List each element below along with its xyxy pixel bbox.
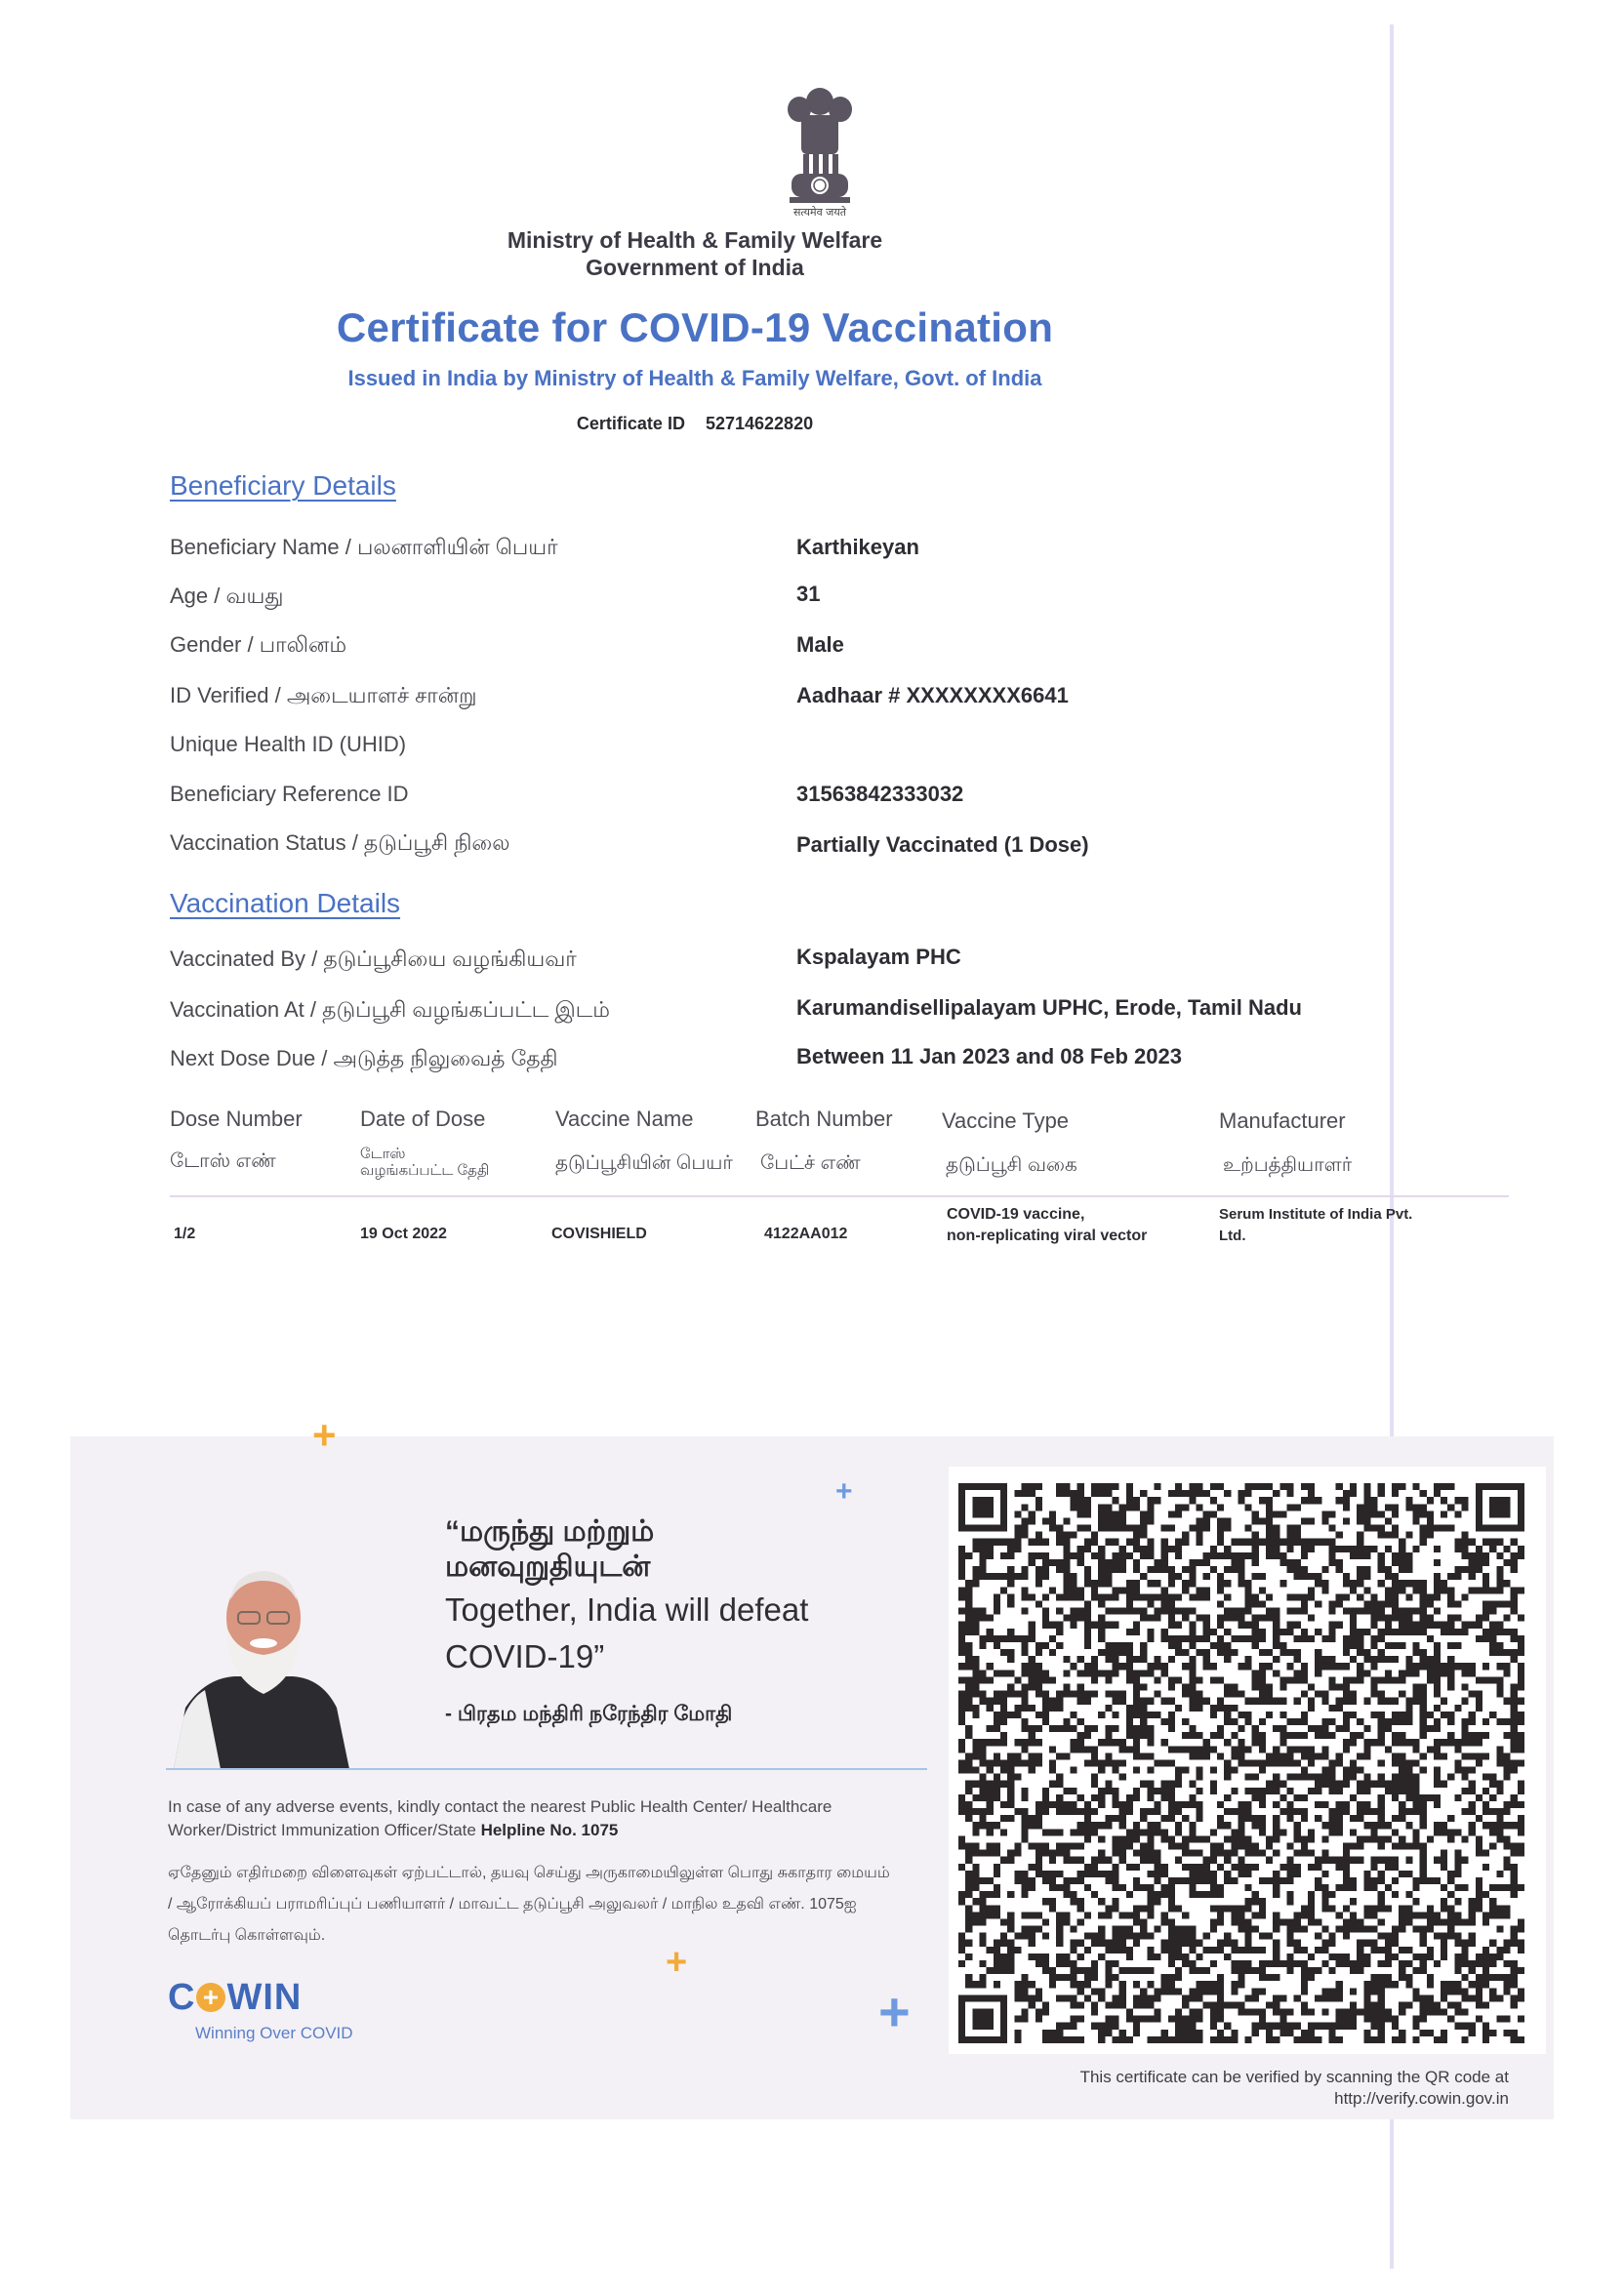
vaccination-status-label: Vaccination Status / தடுப்பூசி நிலை [170, 830, 510, 855]
ministry-name [0, 226, 1390, 281]
orange-plus-icon: + [666, 1942, 688, 1983]
col-manufacturer-ta: உற்பத்தியாளர் [1223, 1154, 1353, 1176]
orange-plus-icon: + [312, 1412, 337, 1458]
quote-tamil-line-2: மனவுறுதியுடன் [445, 1551, 651, 1583]
table-divider [170, 1195, 1509, 1197]
quote-tamil-line-1: “மருந்து மற்றும் [445, 1515, 655, 1548]
beneficiary-name-value: Karthikeyan [796, 535, 919, 559]
cowin-logo-c: C [168, 1977, 196, 2018]
certificate-id-value: 52714622820 [705, 414, 814, 433]
ministry-line-1: Ministry of Health & Family Welfare [507, 227, 883, 253]
gender-label: Gender / பாலினம் [170, 632, 347, 657]
col-vaccine-name-ta: தடுப்பூசியின் பெயர் [555, 1152, 733, 1174]
ministry-line-2: Government of India [586, 255, 804, 280]
certificate-id [0, 414, 1390, 434]
date-of-dose-cell: 19 Oct 2022 [360, 1226, 447, 1242]
age-label: Age / வயது [170, 584, 284, 608]
reference-id-value: 31563842333032 [796, 782, 964, 806]
quote-tamil [445, 1514, 654, 1585]
quote-attribution: - பிரதம மந்திரி நரேந்திர மோதி [445, 1703, 733, 1725]
vaccine-type-line-2: non-replicating viral vector [947, 1228, 1148, 1244]
col-manufacturer: Manufacturer [1219, 1108, 1346, 1133]
blue-plus-icon: + [878, 1981, 911, 2042]
blue-plus-icon: + [835, 1475, 853, 1508]
certificate-title: Certificate for COVID-19 Vaccination [336, 304, 1054, 350]
gender-value: Male [796, 632, 844, 657]
dose-number-cell: 1/2 [174, 1226, 196, 1242]
helpline-number: Helpline No. 1075 [480, 1821, 619, 1839]
vaccination-status-value: Partially Vaccinated (1 Dose) [796, 832, 1089, 857]
batch-number-cell: 4122AA012 [764, 1226, 848, 1242]
col-vaccine-type-ta: தடுப்பூசி வகை [946, 1154, 1077, 1176]
id-verified-label: ID Verified / அடையாளச் சான்று [170, 683, 477, 707]
uhid-label: Unique Health ID (UHID) [170, 732, 407, 756]
manufacturer-line-2: Ltd. [1219, 1228, 1246, 1244]
age-value: 31 [796, 582, 821, 606]
verification-url: http://verify.cowin.gov.in [1334, 2089, 1509, 2108]
next-dose-value: Between 11 Jan 2023 and 08 Feb 2023 [796, 1044, 1183, 1068]
verification-note [956, 2067, 1509, 2110]
vaccinated-by-label: Vaccinated By / தடுப்பூசியை வழங்கியவர் [170, 947, 577, 971]
vaccine-type-line-1: COVID-19 vaccine, [947, 1206, 1085, 1223]
quote-divider [166, 1768, 927, 1770]
col-date-of-dose-ta: டோஸ் வழங்கப்பட்ட தேதி [360, 1146, 490, 1179]
beneficiary-section-title: Beneficiary Details [170, 470, 396, 501]
national-emblem-icon [776, 80, 864, 217]
qr-code-icon [958, 1483, 1524, 2043]
quote-english: Together, India will defeat COVID-19” [445, 1591, 809, 1674]
id-verified-value: Aadhaar # XXXXXXXX6641 [796, 683, 1069, 707]
next-dose-label: Next Dose Due / அடுத்த நிலுவைத் தேதி [170, 1046, 558, 1070]
manufacturer-line-1: Serum Institute of India Pvt. [1219, 1206, 1413, 1223]
certificate-subtitle: Issued in India by Ministry of Health & Family Welfare, Govt. of India [347, 366, 1042, 390]
col-batch-number-ta: பேட்ச் எண் [760, 1152, 861, 1174]
col-vaccine-name: Vaccine Name [555, 1107, 694, 1131]
cowin-logo [168, 1977, 302, 2019]
col-dose-number: Dose Number [170, 1107, 303, 1131]
verification-text: This certificate can be verified by scanning the QR code at [1079, 2068, 1509, 2086]
vaccine-type-cell [947, 1204, 1147, 1247]
vaccine-name-cell: COVISHIELD [551, 1226, 647, 1242]
vaccination-at-value: Karumandisellipalayam UPHC, Erode, Tamil Nadu [796, 995, 1302, 1020]
advice-text: In case of any adverse events, kindly contact the nearest Public Health Center/ Healthcare Worker/District Immunization Officer/State [168, 1797, 832, 1839]
certificate-id-label: Certificate ID [576, 414, 685, 433]
col-date-of-dose: Date of Dose [360, 1107, 486, 1131]
reference-id-label: Beneficiary Reference ID [170, 782, 409, 806]
manufacturer-cell [1219, 1204, 1412, 1247]
cowin-tagline: Winning Over COVID [195, 2024, 353, 2042]
vaccinated-by-value: Kspalayam PHC [796, 945, 961, 969]
cowin-plus-icon: + [196, 1983, 225, 2012]
col-batch-number: Batch Number [755, 1107, 893, 1131]
adverse-events-advice-tamil: ஏதேனும் எதிர்மறை விளைவுகள் ஏற்பட்டால், தயவு செய்து அருகாமையிலுள்ள பொது சுகாதார மையம் / ஆரோக்கியப் பராமரிப்புப் பணியாளர் / மாவட்ட தடுப்பூசி அலுவலர் / மாநில உதவி எண். 1075ஐ தொடர்பு கொள்ளவும். [168, 1865, 890, 1944]
prime-minister-portrait-image [166, 1561, 361, 1769]
beneficiary-name-label: Beneficiary Name / பலனாளியின் பெயர் [170, 535, 558, 559]
adverse-events-advice-english [168, 1795, 890, 1842]
cowin-logo-win: WIN [226, 1977, 303, 2018]
col-vaccine-type: Vaccine Type [942, 1108, 1070, 1133]
emblem-motto: सत्यमेव जयते [792, 206, 846, 219]
vaccination-section-title: Vaccination Details [170, 888, 401, 918]
vaccination-at-label: Vaccination At / தடுப்பூசி வழங்கப்பட்ட இடம் [170, 997, 610, 1022]
col-dose-number-ta: டோஸ் எண் [170, 1150, 276, 1172]
